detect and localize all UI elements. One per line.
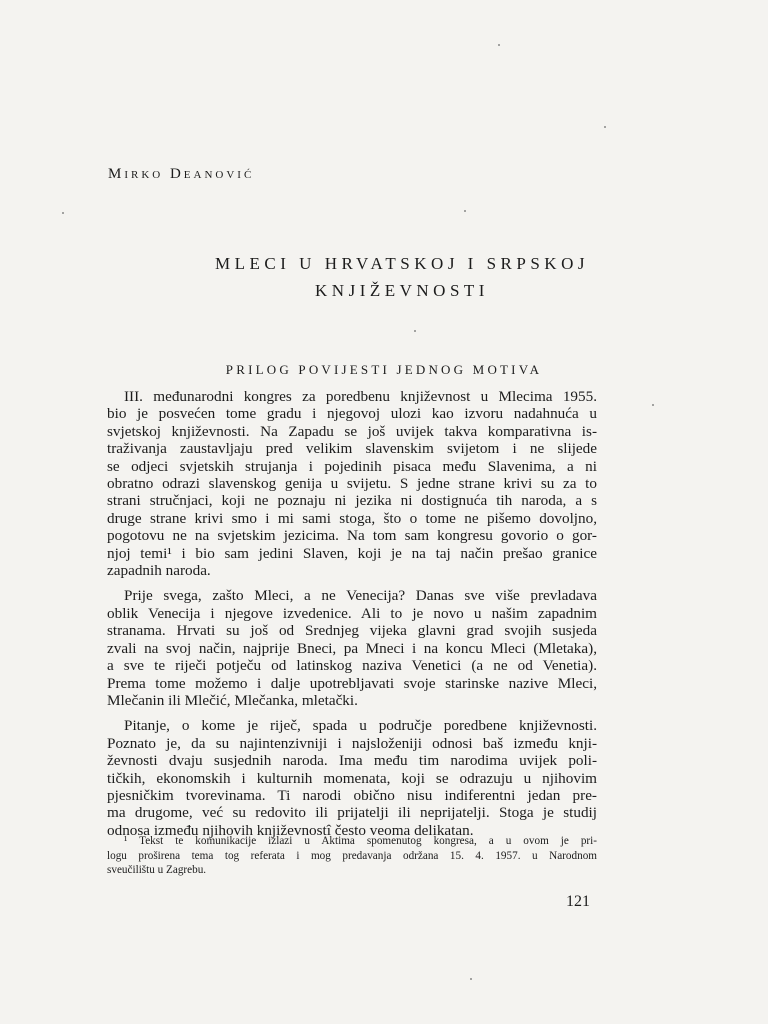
scan-speck (414, 330, 416, 332)
subtitle: PRILOG POVIJESTI JEDNOG MOTIVA (225, 362, 543, 377)
text-line: zapadnih naroda. (107, 562, 211, 580)
text-line: njoj temi¹ i bio sam jedini Slaven, koji je na taj način prešao granice (107, 544, 597, 562)
text-line: tičkih, ekonomskih i kulturnih momenata, koji se odrazuju u njihovim (107, 769, 597, 787)
paragraph-1 (107, 388, 597, 579)
text-line: ma drugome, već su redovito ili prijatelji ili neprijatelji. Stoga je studij (107, 804, 597, 822)
author-name: Mirko Deanović (108, 166, 255, 182)
page-number: 121 (566, 893, 590, 910)
text-line: Pitanje, o kome je riječ, spada u područje poredbene književnosti. (124, 717, 597, 735)
text-line: oblik Venecija i njegove izvedenice. Ali to je novo u našim zapadnim (107, 604, 597, 622)
scan-speck (652, 404, 654, 406)
text-line: zvali na svoj način, najprije Bneci, pa Mneci i na koncu Mleci (Mletaka), (107, 639, 597, 657)
text-line: III. međunarodni kongres za poredbenu književnost u Mlecima 1955. (124, 388, 597, 405)
paragraph-2 (107, 587, 597, 709)
text-line: traživanja zaustavljaju pred velikim slavenskim svijetom i ne slijede (107, 440, 597, 458)
text-line: druge strane krivi smo i mi sami stoga, što o tome ne pišemo dovoljno, (107, 509, 597, 527)
footnote (107, 834, 597, 878)
scan-speck (464, 210, 466, 212)
text-line: ževnosti dvaju susjednih naroda. Ima među tim narodima uvijek poli- (107, 752, 597, 770)
text-line: Mlečanin ili Mlečić, Mlečanka, mletački. (107, 691, 358, 709)
text-line: a sve te riječi potječu od latinskog naziva Venetici (a ne od Venetia). (107, 657, 597, 675)
text-line: Prema tome možemo i dalje upotrebljavati svoje starinske nazive Mleci, (107, 674, 597, 692)
text-line: pjesničkim tvorevinama. Ti narodi obično nisu indiferentni jedan pre- (107, 786, 597, 804)
text-line: Prije svega, zašto Mleci, a ne Venecija? Danas sve više prevladava (124, 587, 597, 605)
footnote-line: logu proširena tema tog referata i mog predavanja održana 15. 4. 1957. u Narodnom (107, 849, 597, 862)
text-line: bio je posvećen tome gradu i njegovoj ulozi kao izvoru nadahnuća u (107, 405, 597, 423)
footnote-line: sveučilištu u Zagrebu. (107, 864, 207, 876)
title-line-1: MLECI U HRVATSKOJ I SRPSKOJ (215, 254, 589, 273)
scan-speck (498, 44, 500, 46)
scan-speck (470, 978, 472, 980)
text-line: stranama. Hrvati su još od Srednjeg vijeka glavni grad svojih susjeda (107, 622, 597, 640)
footnote-line: ¹ Tekst te komunikacije izlazi u Aktima spomenutog kongresa, a u ovom je pri- (124, 835, 597, 847)
scan-speck (604, 126, 606, 128)
text-line: strani stručnjaci, koji ne poznaju ni jezika ni dostignuća tih naroda, a s (107, 492, 597, 510)
body-text (107, 388, 597, 847)
text-line: se odjeci svjetskih strujanja i pojedinih pisaca među Slavenima, a ni (107, 457, 597, 475)
text-line: svjetskoj književnosti. Na Zapadu se još uvijek takva komparativna is- (107, 422, 597, 440)
text-line: Poznato je, da su najintenzivniji i najsloženiji odnosi baš između knji- (107, 734, 597, 752)
paragraph-3 (107, 717, 597, 839)
scan-speck (62, 212, 64, 214)
text-line: odnosa između njihovih književnostî često veoma delikatan. (107, 821, 474, 839)
title-line-2: KNJIŽEVNOSTI (315, 281, 489, 300)
text-line: obratno odrazi slavenskog genija u svijetu. S jedne strane krivi su za to (107, 475, 597, 493)
text-line: pogotovu ne na svjetskim jezicima. Na tom sam kongresu govorio o gor- (107, 527, 597, 545)
